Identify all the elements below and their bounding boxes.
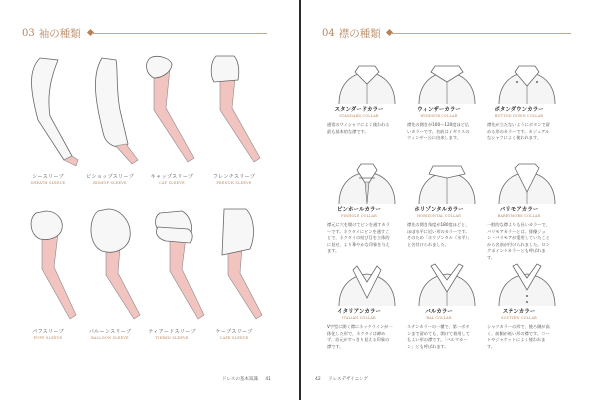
right-page-number: 42 — [315, 377, 321, 382]
sleeve-caption-8: ケープスリーブ CAPE SLEEVE — [215, 329, 253, 340]
windsor-collar-illustration — [419, 66, 475, 104]
sleeve-caption-7: ティアードスリーブ TIERED SLEEVE — [148, 329, 196, 340]
collar-section-heading — [322, 24, 381, 42]
balloon-sleeve-illustration — [91, 209, 140, 319]
french-sleeve-illustration — [211, 56, 260, 162]
right-footer — [315, 376, 368, 382]
collar-illustrations-row-3 — [331, 262, 571, 307]
right-footer-title: ドレスデザイニング — [328, 377, 368, 382]
collar-illustrations-row-2 — [331, 160, 571, 205]
left-footer — [222, 376, 271, 382]
collar-card-1: スタンダードカラー STANDARD COLLAR 通常のワイシャツによく使われる最も基本的な襟です。 — [327, 107, 390, 134]
heading-rule — [92, 33, 267, 34]
bal-collar-illustration — [419, 264, 475, 306]
horizontal-collar-illustration — [419, 166, 475, 204]
collar-illustrations-row-1 — [331, 60, 571, 105]
heading-rule — [391, 33, 571, 34]
cap-sleeve-illustration — [147, 56, 194, 162]
collar-section-number: 04 — [322, 27, 335, 39]
collar-card-6: バリモアカラー BARRYMORE COLLAR 一般的な襟よりも長いカラーで、バリモアカラーとは、俳優ジョン・バリモアが愛用していたことから名前が付けられました。ロングポイントカラーとも呼ばれます。 — [487, 207, 550, 260]
barrymore-collar-illustration — [499, 164, 555, 204]
tiered-sleeve-illustration — [156, 211, 205, 319]
sleeve-illustrations-row-2 — [20, 205, 280, 327]
sleeve-section-heading — [22, 24, 81, 42]
soutien-collar-illustration — [499, 264, 555, 306]
sleeve-caption-2: ビショップスリーブ BISHOP SLEEVE — [86, 174, 134, 185]
pinhole-collar-illustration — [339, 164, 395, 204]
collar-card-5: ホリゾンタルカラー HORIZONTAL COLLAR 襟先の開き角度が180度ほどと、ほぼ水平に近い形のカラーです。そのため「ホリゾンタル（水平）」と名付けられました。 — [407, 207, 472, 247]
collar-card-8: バルカラー BAL COLLAR ステンカラーの一種で、第一ボタンまで留めても、開けて着用してもよい形の襟です。「バルマカーン」とも呼ばれます。 — [407, 309, 470, 349]
collar-card-4: ピンホールカラー PINHOLE COLLAR 襟元に穴を開けてピンを通すカラーです。ネクタイにピンを通すことで、ネクタイの結び目を立体的に見せ、より華やかな印象を与えます。 — [327, 207, 390, 253]
collar-card-2: ウィンザーカラー WINDSOR COLLAR 襟先の開きが100〜120度ほど広いカラーです。名前はイギリスのウィンザー公に由来します。 — [407, 107, 470, 140]
left-footer-title: ドレスの基本知識 — [222, 377, 258, 382]
italian-collar-illustration — [339, 266, 395, 306]
standard-collar-illustration — [339, 66, 395, 104]
sleeve-caption-3: キャップスリーブ CAP SLEEVE — [150, 174, 194, 185]
sheath-sleeve-illustration — [32, 58, 79, 166]
collar-card-3: ボタンダウンカラー BUTTON DOWN COLLAR 襟先が立たないようにボタンで留める形のカラーです。カジュアルなシャツによく使われます。 — [487, 107, 550, 140]
sleeve-illustrations-row-1 — [20, 50, 280, 170]
right-page — [301, 0, 600, 400]
puff-sleeve-illustration — [31, 211, 76, 319]
sleeve-caption-1: シースリーブ SHEATH SLEEVE — [30, 174, 66, 185]
cape-sleeve-illustration — [222, 209, 262, 319]
left-page-number: 41 — [265, 377, 272, 382]
sleeve-caption-4: フレンチスリーブ FRENCH SLEEVE — [212, 174, 256, 185]
collar-card-7: イタリアンカラー ITALIAN COLLAR V字型に開く襟にネックラインが一体化した形で、ネクタイは締めず、首元がすっきり見える印象の襟です。 — [327, 309, 393, 349]
sleeve-caption-6: バルーンスリーブ BALLOON SLEEVE — [88, 329, 132, 340]
bishop-sleeve-illustration — [95, 58, 138, 164]
button-down-collar-illustration — [499, 66, 555, 104]
sleeve-section-number: 03 — [22, 27, 35, 39]
sleeve-section-title: 袖の種類 — [38, 27, 81, 40]
collar-section-title: 襟の種類 — [338, 27, 381, 40]
collar-card-9: ステンカラー SOUTIEN COLLAR シャツカラーの形で、後ろ側が高く、前側が低い形の襟です。コートやジャケットによく使われます。 — [487, 309, 550, 349]
sleeve-caption-5: パフスリーブ PUFF SLEEVE — [32, 329, 64, 340]
left-page — [0, 0, 299, 400]
